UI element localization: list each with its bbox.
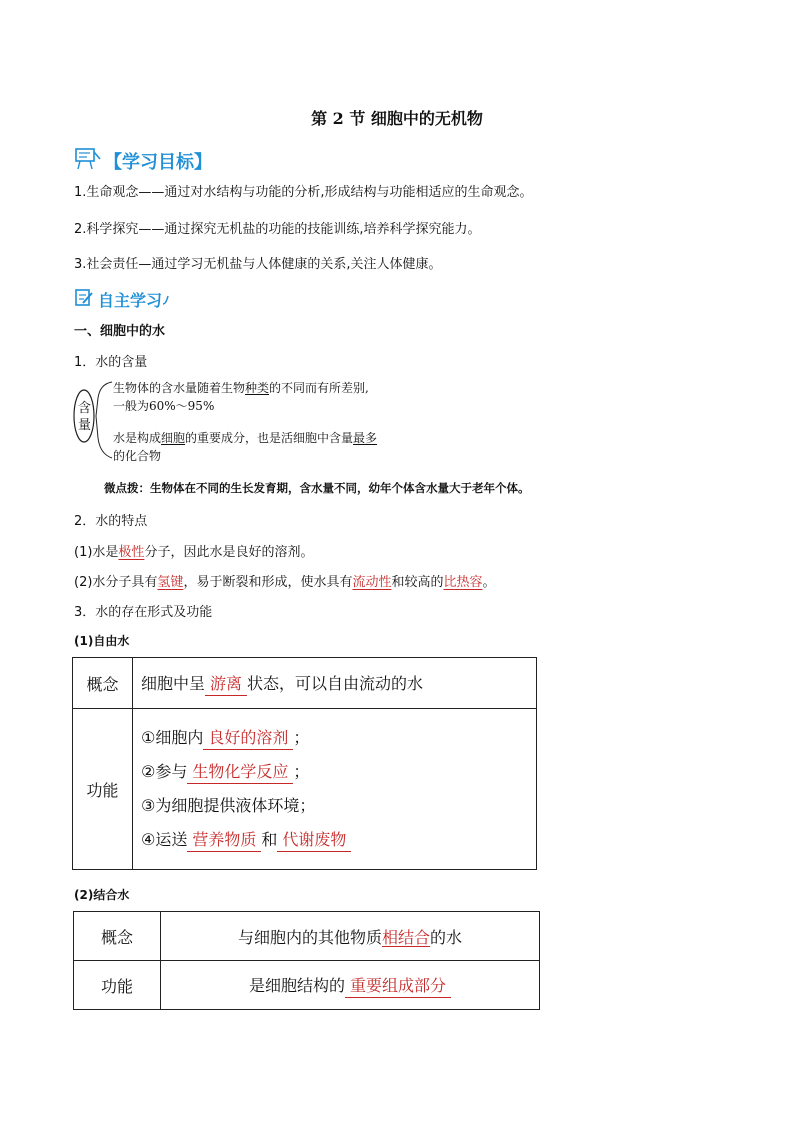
answer-fill: 代谢废物 (277, 829, 351, 852)
text: ； (293, 762, 310, 781)
text: (2)水分子具有 (74, 575, 158, 590)
text: 和 (261, 830, 278, 849)
study-board-icon (74, 146, 102, 176)
text: ④运送 (141, 830, 188, 849)
content-line: 的化合物 (113, 449, 162, 463)
bound-water-label: (2)结合水 (74, 888, 130, 902)
goal-item: 1.生命观念——通过对水结构与功能的分析,形成结构与功能相适应的生命观念。 (74, 185, 533, 200)
self-study-heading (74, 287, 170, 311)
text: 。 (482, 575, 496, 590)
text: 的不同而有所差别, (269, 381, 369, 395)
content-line (113, 380, 369, 396)
text: 的重要成分，也是活细胞中含量 (185, 431, 354, 445)
concept-cell (161, 912, 540, 961)
function-cell (133, 709, 537, 870)
goal-item: 2.科学探究——通过探究无机盐的功能的技能训练,培养科学探究能力。 (74, 222, 481, 237)
answer-fill: 极性 (118, 545, 145, 560)
answer-fill: 营养物质 (187, 829, 261, 852)
answer-fill: 生物化学反应 (187, 761, 293, 784)
answer-fill: 游离 (205, 673, 247, 696)
self-study-title: 自主学习 (98, 290, 163, 310)
function-item: ③为细胞提供液体环境； (141, 796, 316, 815)
heading-tail-mark (162, 292, 170, 306)
paragraph (74, 541, 313, 560)
text: ①细胞内 (141, 728, 204, 747)
bound-water-table (73, 911, 540, 1010)
content-brace-diagram (70, 376, 116, 466)
sub-heading: 1．水的含量 (74, 355, 148, 370)
function-item (141, 823, 535, 857)
text: 与细胞内的其他物质 (237, 927, 382, 947)
learning-goals-heading (74, 146, 212, 176)
answer-fill: 良好的溶剂 (203, 727, 293, 750)
content-line (113, 430, 377, 446)
text: 水是构成 (113, 431, 162, 445)
text: ； (293, 728, 310, 747)
tip-note: 微点拨：生物体在不同的生长发育期，含水量不同，幼年个体含水量大于老年个体。 (104, 481, 530, 495)
sub-heading: 3．水的存在形式及功能 (74, 605, 213, 620)
table-row (74, 961, 540, 1010)
page-title: 第 2 节 细胞中的无机物 (311, 109, 483, 128)
text: 是细胞结构的 (248, 975, 345, 995)
brace-label: 含量 (78, 401, 92, 433)
free-water-table (72, 657, 537, 870)
learning-goals-title: 【学习目标】 (104, 152, 212, 173)
function-label: 功能 (73, 709, 133, 870)
answer-fill: 重要组成部分 (345, 975, 451, 998)
concept-cell (133, 658, 537, 709)
function-item (141, 755, 535, 789)
table-row (74, 912, 540, 961)
text: 的水 (430, 927, 463, 947)
text: 生物体的含水量随着生物 (113, 381, 246, 395)
goal-item: 3.社会责任—通过学习无机盐与人体健康的关系,关注人体健康。 (74, 257, 442, 272)
table-row (73, 658, 537, 709)
text: 和较高的 (391, 575, 444, 590)
function-cell (161, 961, 540, 1010)
section-heading: 一、细胞中的水 (74, 324, 166, 339)
keyword: 最多 (353, 431, 378, 445)
text: 细胞中呈 (141, 673, 206, 693)
keyword: 细胞 (161, 431, 186, 445)
keyword: 种类 (245, 381, 270, 395)
answer-fill: 氢键 (157, 575, 184, 590)
text: 分子，因此水是良好的溶剂。 (144, 545, 314, 560)
text: ，易于断裂和形成，使水具有 (183, 575, 353, 590)
text: (1)水是 (74, 545, 119, 560)
free-water-label: (1)自由水 (74, 634, 130, 648)
sub-heading: 2．水的特点 (74, 514, 148, 529)
function-item (141, 721, 535, 755)
table-row (73, 709, 537, 870)
content-line: 一般为60%～95% (113, 399, 215, 413)
function-label: 功能 (74, 961, 161, 1010)
answer-fill: 比热容 (443, 575, 483, 590)
text: ②参与 (141, 762, 188, 781)
edit-note-icon (74, 287, 94, 311)
concept-label: 概念 (74, 912, 161, 961)
answer-fill: 相结合 (381, 927, 430, 947)
answer-fill: 流动性 (352, 575, 392, 590)
text: 状态，可以自由流动的水 (247, 673, 424, 693)
paragraph (74, 571, 496, 590)
concept-label: 概念 (73, 658, 133, 709)
